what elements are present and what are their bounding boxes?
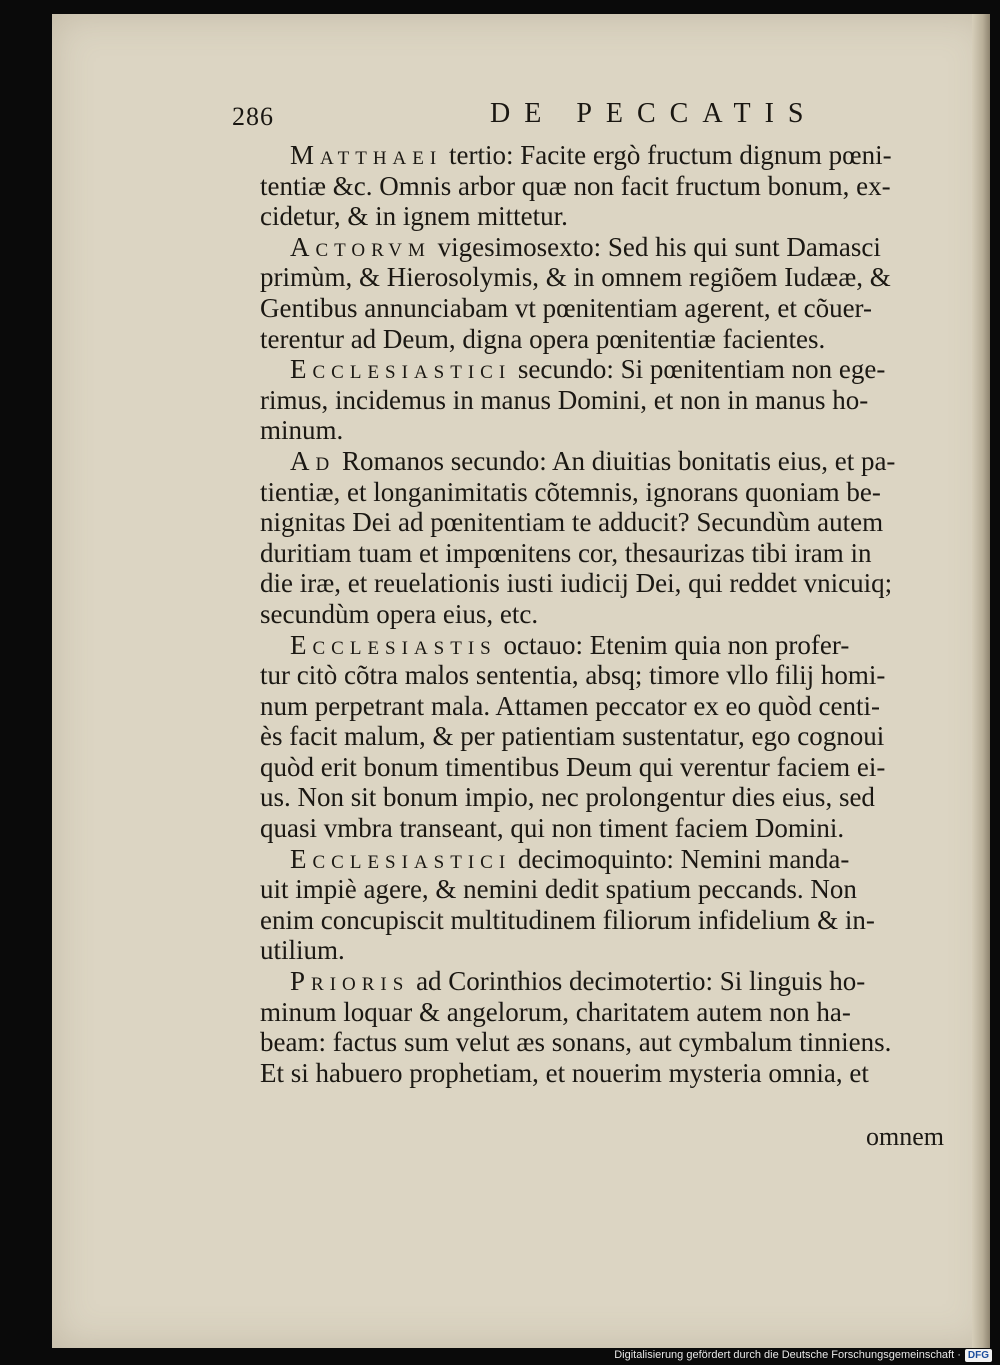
text-line: num perpetrant mala. Attamen peccator ex eo quòd centi- [260,690,880,721]
body-text [260,140,960,1088]
text-line: duritiam tuam et impœnitens cor, thesaurizas tibi iram in [260,537,872,568]
text-line: tentiæ &c. Omnis arbor quæ non facit fructum bonum, ex- [260,170,891,201]
text-line: primùm, & Hierosolymis, & in omnem regiõem Iudææ, & [260,262,891,293]
text-line: Ecclesiastici decimoquinto: Nemini manda- [290,843,850,874]
dfg-logo-icon: DFG [965,1349,992,1362]
text-line: Ad Romanos secundo: An diuitias bonitatis eius, et pa- [290,445,896,476]
text-line: quasi vmbra transeant, qui non timent faciem Domini. [260,813,845,844]
lead-word: Ecclesiastici [290,843,512,874]
lead-word: Ad [290,445,336,476]
text-line: uit impiè agere, & nemini dedit spatium peccands. Non [260,874,857,905]
text-line: enim concupiscit multitudinem filiorum infidelium & in- [260,904,875,935]
text-line: Et si habuero prophetiam, et nouerim mysteria omnia, et [260,1057,869,1088]
page-header [232,98,952,138]
text-line: Ecclesiastis octauo: Etenim quia non profer- [290,629,850,660]
text-line: Gentibus annunciabam vt pœnitentiam agerent, et cõuer- [260,292,872,323]
lead-word: Ecclesiastis [290,629,497,660]
text-line: minum loquar & angelorum, charitatem autem non ha- [260,996,851,1027]
text-line: nignitas Dei ad pœnitentiam te adducit? Secundùm autem [260,507,884,538]
lead-word: Actorvm [290,231,431,262]
paragraph-actorum [260,232,960,354]
text-line: tientiæ, et longanimitatis cõtemnis, ignorans quoniam be- [260,476,881,507]
text-line: rimus, incidemus in manus Domini, et non in manus ho- [260,384,869,415]
text-line: beam: factus sum velut æs sonans, aut cymbalum tinniens. [260,1027,892,1058]
lead-word: Prioris [290,966,410,997]
paragraph-ecclesiastis [260,630,960,844]
text-line: cidetur, & in ignem mittetur. [260,201,568,232]
page-number: 286 [232,102,274,131]
text-line: secundùm opera eius, etc. [260,598,539,629]
text-line: tur citò cõtra malos sententia, absq; timore vllo filij homi- [260,660,886,691]
paragraph-ecclesiastici-2 [260,844,960,966]
text-line: Prioris ad Corinthios decimotertio: Si linguis ho- [290,966,866,997]
text-line: die iræ, et reuelationis iusti iudicij Dei, qui reddet vnicuiq; [260,568,893,599]
text-line: us. Non sit bonum impio, nec prolongentur dies eius, sed [260,782,875,813]
text-line: utilium. [260,935,345,966]
text-line: minum. [260,415,344,446]
paragraph-prioris [260,966,960,1088]
text-line: Actorvm vigesimosexto: Sed his qui sunt Damasci [290,231,881,262]
lead-word: Ecclesiastici [290,354,512,385]
digitization-credit [614,1347,992,1363]
credit-text: Digitalisierung gefördert durch die Deutsche Forschungsgemeinschaft · [614,1349,961,1361]
running-title: DE PECCATIS [490,98,818,129]
paragraph-ad-romanos [260,446,960,630]
page-edge [972,14,990,1348]
text-line: terentur ad Deum, digna opera pœnitentiæ facientes. [260,323,826,354]
paragraph-matthaei [260,140,960,232]
lead-word: Matthaei [290,140,443,170]
text-line: Matthaei tertio: Facite ergò fructum dignum pœni- [290,140,892,170]
text-line: quòd erit bonum timentibus Deum qui verentur faciem ei- [260,751,886,782]
text-line: Ecclesiastici secundo: Si pœnitentiam non ege- [290,354,886,385]
catchword: omnem [866,1122,944,1151]
paragraph-ecclesiastici-1 [260,354,960,446]
text-line: ès facit malum, & per patientiam sustentatur, ego cognoui [260,721,885,752]
